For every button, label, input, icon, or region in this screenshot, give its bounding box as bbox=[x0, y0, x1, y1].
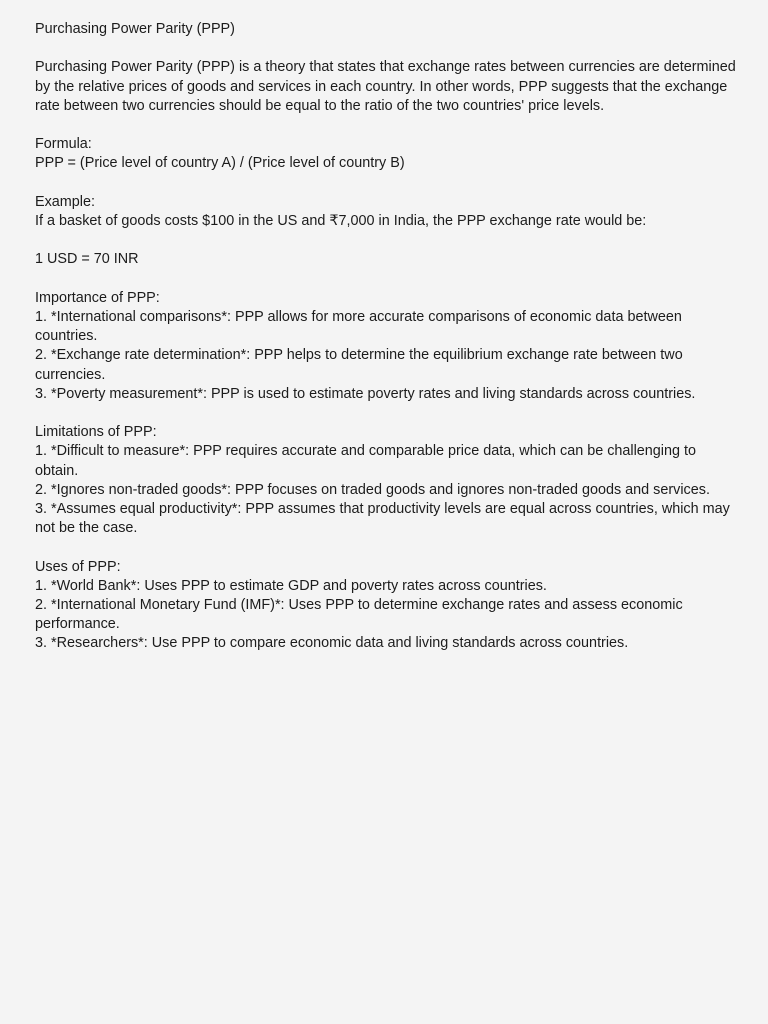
limitations-item: 1. *Difficult to measure*: PPP requires accurate and comparable price data, which can be challenging to obtain. bbox=[35, 443, 701, 479]
document-title: Purchasing Power Parity (PPP) bbox=[35, 21, 235, 37]
example-heading: Example: bbox=[35, 193, 95, 210]
example-text: If a basket of goods costs $100 in the US and ₹7,000 in India, the PPP exchange rate would be: bbox=[35, 212, 647, 229]
importance-item: 3. *Poverty measurement*: PPP is used to estimate poverty rates and living standards across countries. bbox=[35, 385, 696, 402]
importance-item: 1. *International comparisons*: PPP allows for more accurate comparisons of economic data between countries. bbox=[35, 308, 686, 345]
spacer bbox=[35, 174, 740, 193]
limitations-item: 2. *Ignores non-traded goods*: PPP focuses on traded goods and ignores non-traded goods and services. bbox=[35, 481, 710, 498]
uses-item: 2. *International Monetary Fund (IMF)*: Uses PPP to determine exchange rates and assess economic performance. bbox=[35, 596, 687, 633]
importance-item: 2. *Exchange rate determination*: PPP helps to determine the equilibrium exchange rate between two currencies. bbox=[35, 347, 687, 383]
limitations-heading: Limitations of PPP: bbox=[35, 424, 157, 441]
spacer bbox=[35, 116, 740, 135]
uses-item: 1. *World Bank*: Uses PPP to estimate GDP and poverty rates across countries. bbox=[35, 577, 547, 594]
importance-heading: Importance of PPP: bbox=[35, 289, 160, 306]
spacer bbox=[35, 39, 740, 58]
spacer bbox=[35, 270, 740, 289]
formula-heading: Formula: bbox=[35, 136, 92, 153]
document-body bbox=[35, 20, 740, 654]
uses-heading: Uses of PPP: bbox=[35, 558, 121, 575]
formula-text: PPP = (Price level of country A) / (Price level of country B) bbox=[35, 155, 405, 172]
uses-item: 3. *Researchers*: Use PPP to compare economic data and living standards across countries. bbox=[35, 635, 629, 652]
spacer bbox=[35, 231, 740, 250]
limitations-item: 3. *Assumes equal productivity*: PPP assumes that productivity levels are equal across countries, which may not be the case. bbox=[35, 500, 734, 537]
example-result: 1 USD = 70 INR bbox=[35, 251, 139, 268]
spacer bbox=[35, 404, 740, 423]
spacer bbox=[35, 538, 740, 557]
intro-paragraph: Purchasing Power Parity (PPP) is a theory that states that exchange rates between currencies are determined by the relative prices of goods and services in each country. In other words, PPP suggests that the exchange rate between two currencies should be equal to the ratio of the two countries' price levels. bbox=[35, 59, 740, 114]
